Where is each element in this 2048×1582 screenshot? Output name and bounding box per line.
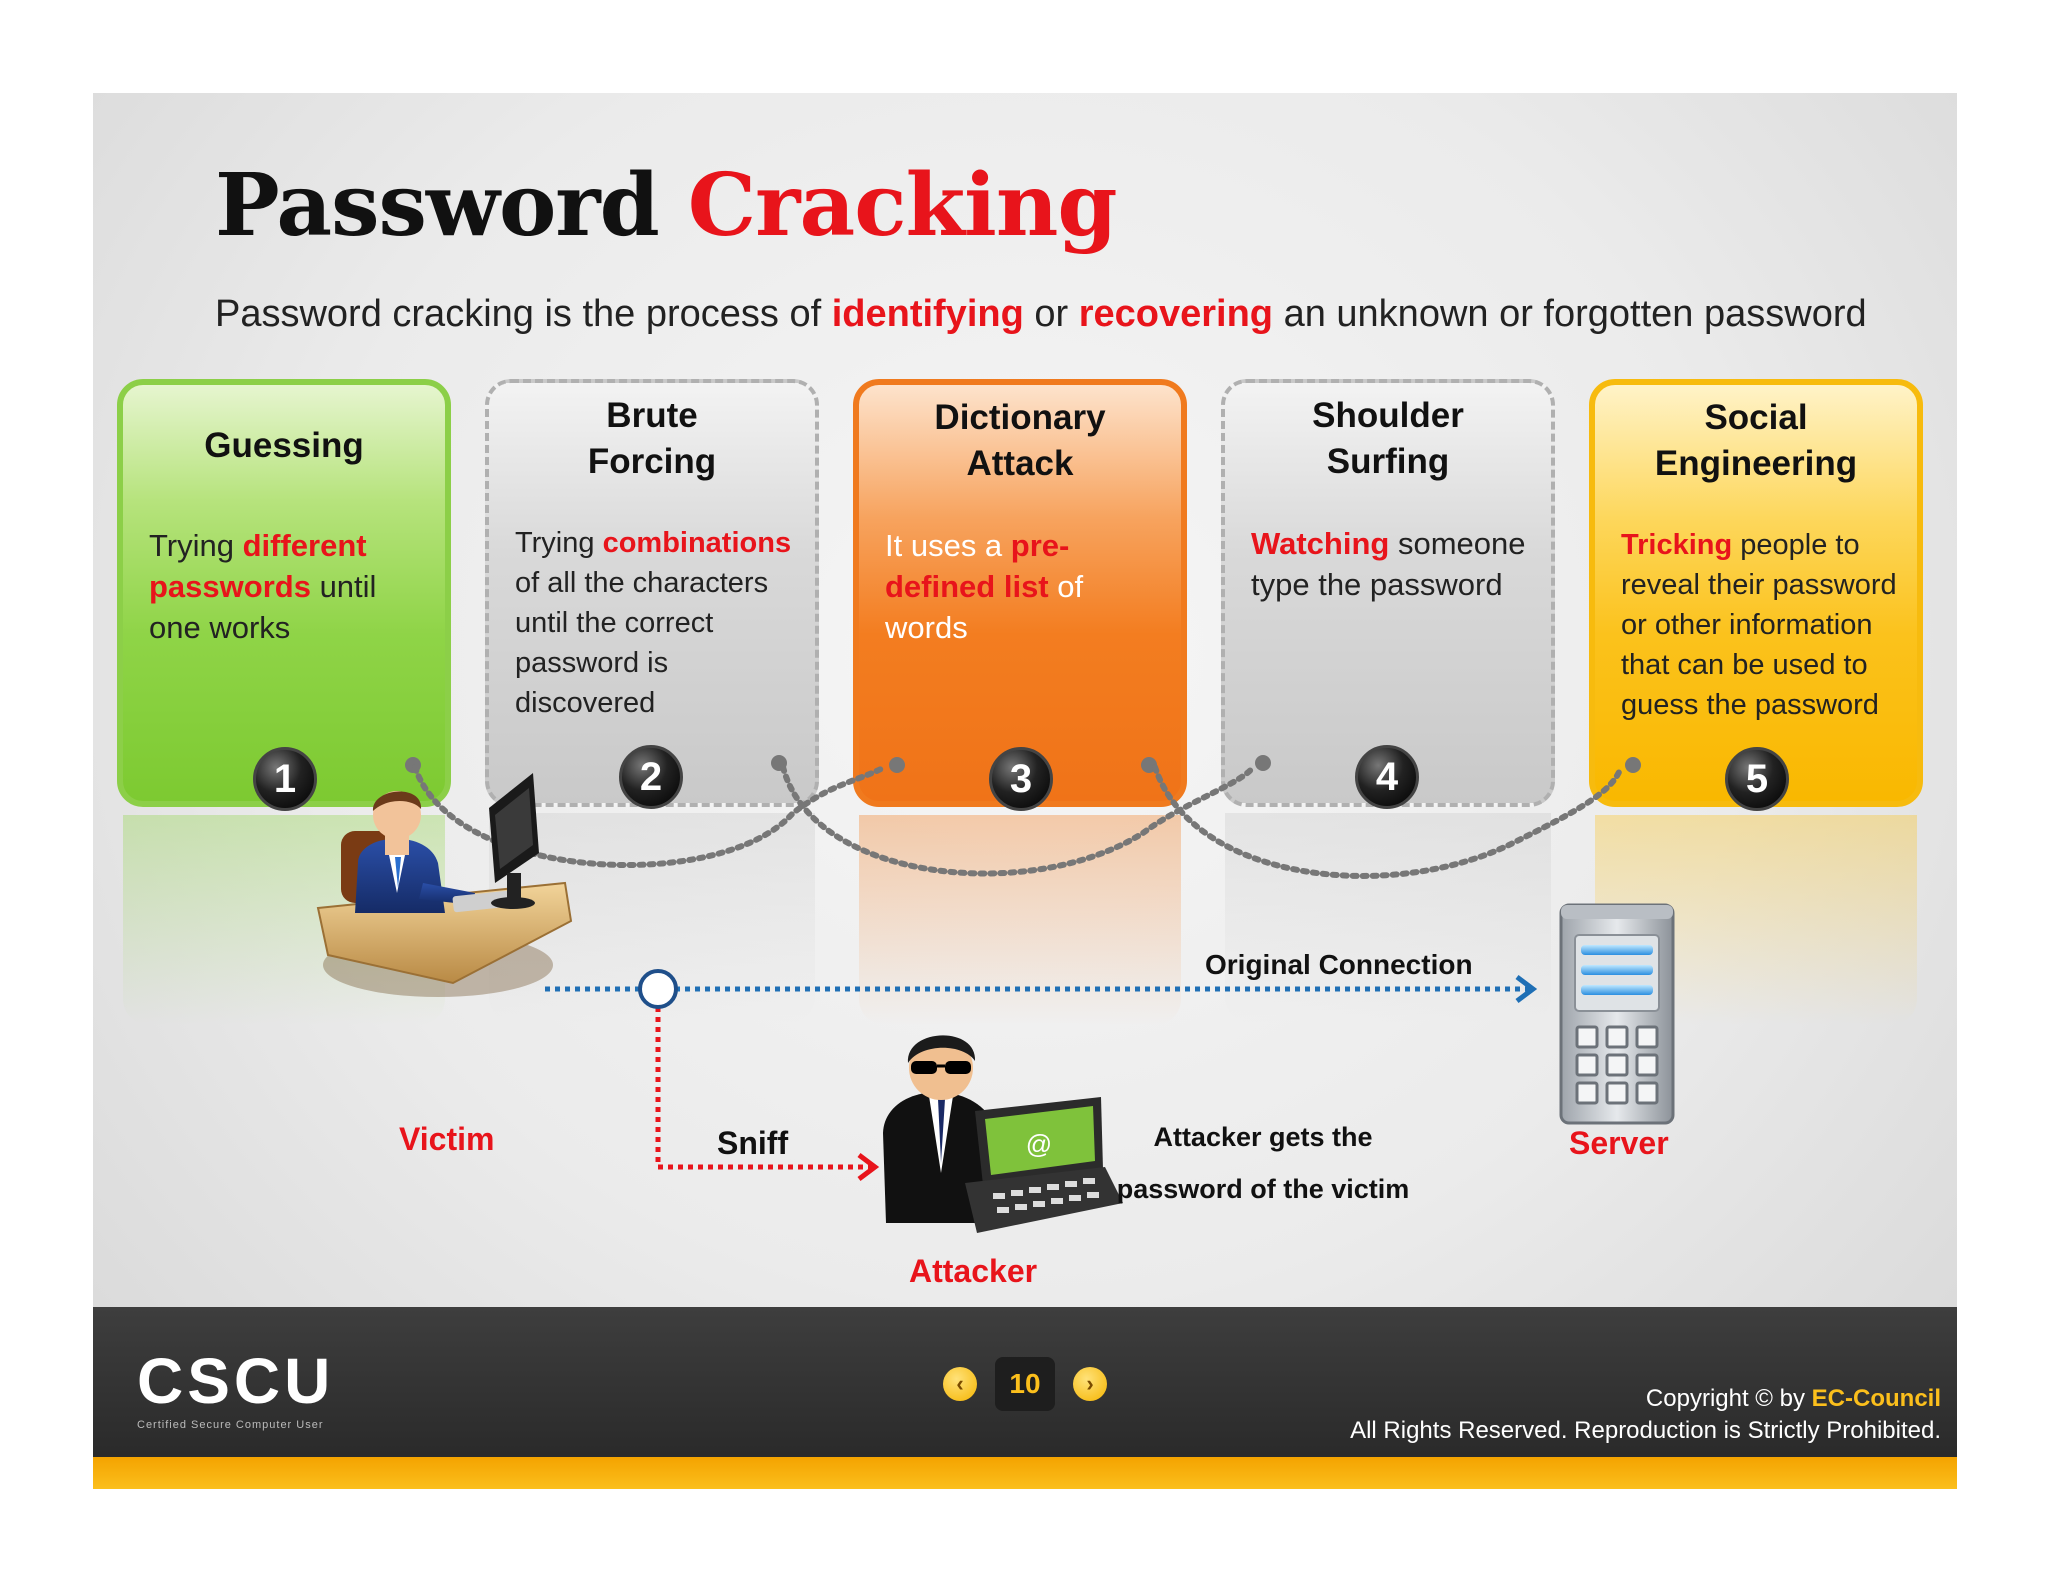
description-text: until one works bbox=[149, 569, 377, 645]
attacker-note bbox=[1093, 1111, 1433, 1215]
card-title-line-1: Shoulder bbox=[1312, 396, 1464, 435]
victim-label: Victim bbox=[399, 1121, 495, 1157]
copyright bbox=[1350, 1383, 1941, 1447]
page-number: 10 bbox=[995, 1357, 1055, 1411]
attacker-note-line-1: Attacker gets the bbox=[1153, 1122, 1373, 1152]
attacker-note-line-2: password of the victim bbox=[1116, 1174, 1410, 1204]
card-title-line-2: Forcing bbox=[587, 442, 717, 481]
slide bbox=[93, 93, 1957, 1489]
brand-name: EC-Council bbox=[1811, 1385, 1941, 1412]
subtitle-after: an unknown or forgotten password bbox=[1273, 293, 1867, 335]
attacker-illustration bbox=[883, 1035, 1123, 1233]
description-text: of words bbox=[885, 569, 1084, 645]
highlighted-text: Watching bbox=[1251, 526, 1390, 561]
highlighted-text: Tricking bbox=[1621, 529, 1733, 561]
description-text: Trying bbox=[149, 528, 243, 563]
subtitle-before: Password cracking is the process of bbox=[215, 293, 832, 335]
number-badge-4: 4 bbox=[1355, 745, 1419, 809]
chevron-left-icon[interactable]: ‹ bbox=[943, 1367, 977, 1401]
description-text: someone type the password bbox=[1251, 526, 1526, 602]
subtitle-highlight-1: identifying bbox=[831, 293, 1024, 335]
card-title-line-2: Surfing bbox=[1326, 442, 1450, 481]
description-text: Trying bbox=[515, 527, 603, 559]
logo-text: CSCU bbox=[137, 1345, 335, 1417]
copyright-prefix: Copyright © by bbox=[1645, 1385, 1812, 1412]
card-title-line-1: Dictionary bbox=[934, 398, 1106, 437]
connector-arc bbox=[1155, 767, 1621, 876]
server-label: Server bbox=[1569, 1125, 1669, 1161]
card-title-line-2: Engineering bbox=[1654, 444, 1858, 483]
number-badge-5: 5 bbox=[1725, 747, 1789, 811]
card-title-line-1: Social bbox=[1704, 398, 1808, 437]
server-illustration bbox=[1561, 905, 1673, 1123]
cscu-logo bbox=[137, 1345, 335, 1431]
footer bbox=[93, 1307, 1957, 1457]
description-text: of all the characters until the correct password is discovered bbox=[515, 567, 769, 719]
chevron-right-icon[interactable]: › bbox=[1073, 1367, 1107, 1401]
description-text: It uses a bbox=[885, 528, 1011, 563]
laptop-at-symbol: @ bbox=[1025, 1129, 1053, 1159]
number-badge-3: 3 bbox=[989, 747, 1053, 811]
highlighted-text: different passwords bbox=[149, 528, 367, 604]
highlighted-text: combinations bbox=[602, 527, 792, 559]
card-title-line-1: Brute bbox=[606, 396, 698, 435]
logo-subtitle: Certified Secure Computer User bbox=[137, 1419, 324, 1431]
rights-notice: All Rights Reserved. Reproduction is Strictly Prohibited. bbox=[1350, 1417, 1941, 1444]
subtitle-highlight-2: recovering bbox=[1078, 293, 1274, 335]
title-part-2: Cracking bbox=[687, 155, 1117, 256]
number-badge-2: 2 bbox=[619, 745, 683, 809]
attacker-label: Attacker bbox=[909, 1253, 1038, 1289]
title-part-1: Password bbox=[215, 155, 659, 256]
attack-diagram bbox=[93, 93, 1957, 1307]
sniff-label: Sniff bbox=[717, 1125, 789, 1161]
subtitle-mid: or bbox=[1023, 293, 1079, 335]
description-text: people to reveal their password or other information that can be used to guess the password bbox=[1621, 529, 1897, 721]
card-title-line-1: Guessing bbox=[204, 426, 364, 465]
highlighted-text: pre-defined list bbox=[885, 528, 1070, 604]
number-badge-1: 1 bbox=[253, 747, 317, 811]
footer-stripe bbox=[93, 1457, 1957, 1489]
card-title-line-2: Attack bbox=[966, 444, 1074, 483]
intercept-node bbox=[640, 971, 676, 1007]
original-connection-label: Original Connection bbox=[1205, 949, 1473, 980]
